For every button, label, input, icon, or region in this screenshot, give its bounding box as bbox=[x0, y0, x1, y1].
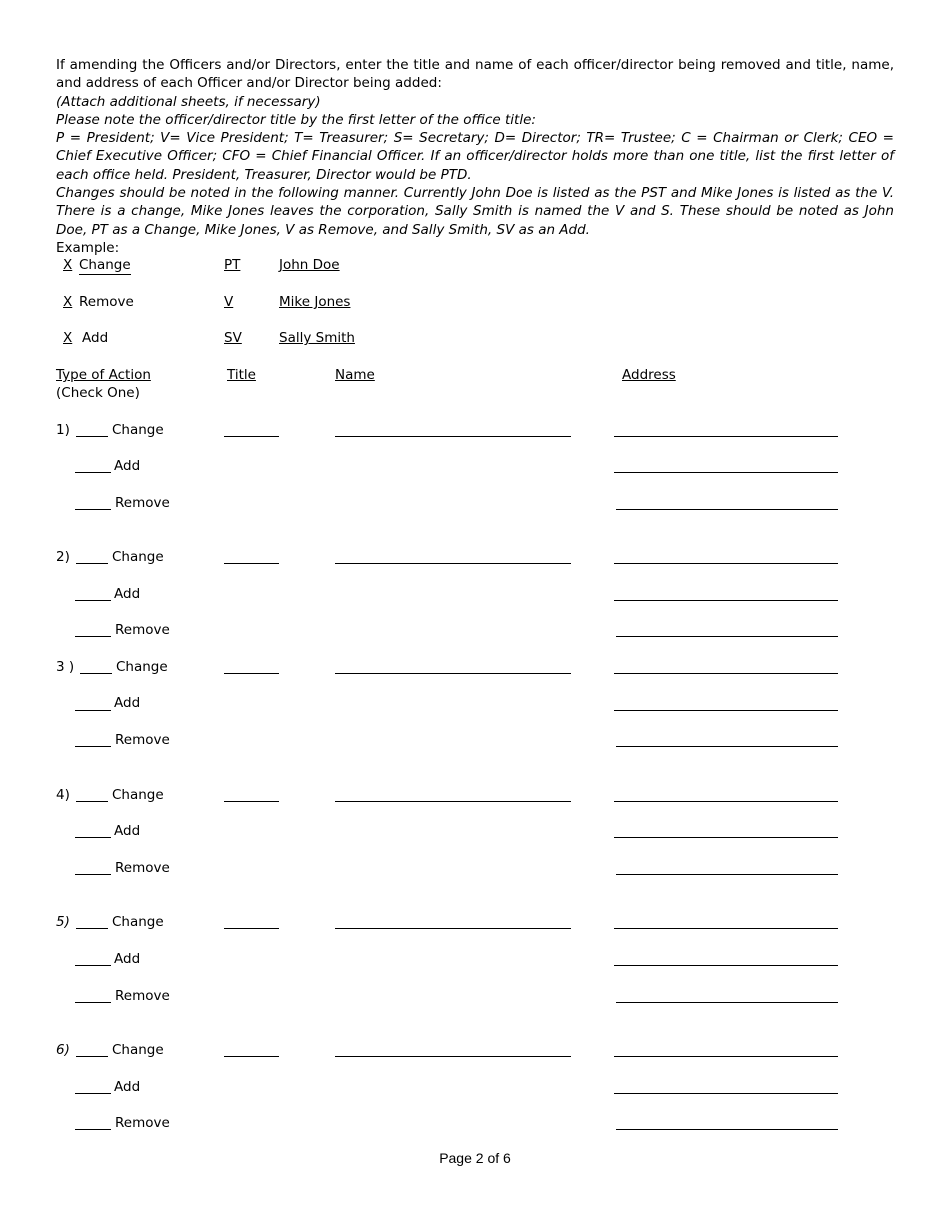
remove-label: Remove bbox=[115, 1115, 170, 1131]
example-name: John Doe bbox=[279, 257, 340, 273]
add-checkbox-line[interactable] bbox=[75, 472, 111, 473]
add-label: Add bbox=[114, 695, 141, 711]
remove-checkbox-line[interactable] bbox=[75, 874, 111, 875]
change-checkbox-line[interactable] bbox=[80, 673, 112, 674]
add-checkbox-line[interactable] bbox=[75, 600, 111, 601]
address-field[interactable] bbox=[616, 746, 838, 747]
name-field[interactable] bbox=[335, 563, 571, 564]
remove-checkbox-line[interactable] bbox=[75, 1129, 111, 1130]
address-field[interactable] bbox=[616, 509, 838, 510]
add-label: Add bbox=[114, 1079, 141, 1095]
address-field[interactable] bbox=[614, 965, 838, 966]
example-action: Add bbox=[82, 330, 109, 346]
example-action: Remove bbox=[79, 294, 134, 310]
remove-label: Remove bbox=[115, 732, 170, 748]
header-type: Type of Action bbox=[56, 367, 151, 383]
example-title: SV bbox=[224, 330, 242, 346]
entry-number: 3 ) bbox=[56, 659, 75, 675]
example-mark: X bbox=[63, 294, 73, 310]
remove-checkbox-line[interactable] bbox=[75, 636, 111, 637]
address-field[interactable] bbox=[614, 1093, 838, 1094]
header-check: (Check One) bbox=[56, 385, 140, 401]
address-field[interactable] bbox=[616, 874, 838, 875]
address-field[interactable] bbox=[614, 472, 838, 473]
remove-checkbox-line[interactable] bbox=[75, 509, 111, 510]
add-checkbox-line[interactable] bbox=[75, 710, 111, 711]
header-address: Address bbox=[622, 367, 676, 383]
address-field[interactable] bbox=[616, 1129, 838, 1130]
title-field[interactable] bbox=[224, 673, 279, 674]
add-label: Add bbox=[114, 458, 141, 474]
name-field[interactable] bbox=[335, 673, 571, 674]
title-note: Please note the officer/director title by the first letter of the office title: bbox=[56, 111, 536, 128]
title-field[interactable] bbox=[224, 928, 279, 929]
instruction-paragraph: If amending the Officers and/or Directors, enter the title and name of each officer/director being removed and title, name, and address of each Officer and/or Director being added: bbox=[56, 57, 894, 92]
example-action: Change bbox=[79, 257, 131, 273]
entry-number: 4) bbox=[56, 787, 70, 803]
address-field[interactable] bbox=[614, 673, 838, 674]
change-instructions: Changes should be noted in the following manner. Currently John Doe is listed as the PST and Mike Jones is listed as the V. There is a change, Mike Jones leaves the corporation, Sally Smith is named the V and S. These should be noted as John Doe, PT as a Change, Mike Jones, V as Remove, and Sally Smith, SV as an Add. bbox=[56, 185, 894, 238]
remove-label: Remove bbox=[115, 860, 170, 876]
entry-number: 5) bbox=[56, 914, 70, 930]
change-checkbox-line[interactable] bbox=[76, 563, 108, 564]
add-checkbox-line[interactable] bbox=[75, 837, 111, 838]
address-field[interactable] bbox=[614, 1056, 838, 1057]
change-checkbox-line[interactable] bbox=[76, 1056, 108, 1057]
title-field[interactable] bbox=[224, 1056, 279, 1057]
entry-number: 2) bbox=[56, 549, 70, 565]
title-legend: P = President; V= Vice President; T= Treasurer; S= Secretary; D= Director; TR= Trustee; C = Chairman or Clerk; CEO = Chief Executive Officer; CFO = Chief Financial Officer. If an officer/director holds more than one title, list the first letter of each office held. President, Treasurer, Director would be PTD. bbox=[56, 130, 894, 183]
name-field[interactable] bbox=[335, 928, 571, 929]
example-name: Sally Smith bbox=[279, 330, 355, 346]
name-field[interactable] bbox=[335, 1056, 571, 1057]
change-label: Change bbox=[112, 1042, 164, 1058]
add-label: Add bbox=[114, 823, 141, 839]
entry-number: 6) bbox=[56, 1042, 70, 1058]
instructions bbox=[56, 56, 894, 257]
address-field[interactable] bbox=[616, 636, 838, 637]
remove-checkbox-line[interactable] bbox=[75, 746, 111, 747]
remove-label: Remove bbox=[115, 622, 170, 638]
example-mark: X bbox=[63, 257, 73, 273]
change-label: Change bbox=[112, 914, 164, 930]
change-checkbox-line[interactable] bbox=[76, 928, 108, 929]
name-field[interactable] bbox=[335, 436, 571, 437]
page-number: Page 2 of 6 bbox=[439, 1150, 511, 1166]
address-field[interactable] bbox=[616, 1002, 838, 1003]
add-checkbox-line[interactable] bbox=[75, 965, 111, 966]
change-checkbox-line[interactable] bbox=[76, 436, 108, 437]
change-label: Change bbox=[112, 787, 164, 803]
header-name: Name bbox=[335, 367, 375, 383]
address-field[interactable] bbox=[614, 436, 838, 437]
address-field[interactable] bbox=[614, 928, 838, 929]
add-label: Add bbox=[114, 586, 141, 602]
change-checkbox-line[interactable] bbox=[76, 801, 108, 802]
name-field[interactable] bbox=[335, 801, 571, 802]
change-label: Change bbox=[112, 549, 164, 565]
entry-number: 1) bbox=[56, 422, 70, 438]
address-field[interactable] bbox=[614, 710, 838, 711]
example-mark: X bbox=[63, 330, 73, 346]
remove-label: Remove bbox=[115, 988, 170, 1004]
address-field[interactable] bbox=[614, 837, 838, 838]
change-label: Change bbox=[116, 659, 168, 675]
address-field[interactable] bbox=[614, 563, 838, 564]
example-label: Example: bbox=[56, 239, 120, 256]
title-field[interactable] bbox=[224, 563, 279, 564]
example-title: PT bbox=[224, 257, 241, 273]
add-label: Add bbox=[114, 951, 141, 967]
title-field[interactable] bbox=[224, 801, 279, 802]
change-label: Change bbox=[112, 422, 164, 438]
example-name: Mike Jones bbox=[279, 294, 351, 310]
remove-label: Remove bbox=[115, 495, 170, 511]
address-field[interactable] bbox=[614, 801, 838, 802]
attach-note: (Attach additional sheets, if necessary) bbox=[56, 93, 321, 110]
header-title: Title bbox=[227, 367, 256, 383]
add-checkbox-line[interactable] bbox=[75, 1093, 111, 1094]
remove-checkbox-line[interactable] bbox=[75, 1002, 111, 1003]
title-field[interactable] bbox=[224, 436, 279, 437]
address-field[interactable] bbox=[614, 600, 838, 601]
example-title: V bbox=[224, 294, 234, 310]
